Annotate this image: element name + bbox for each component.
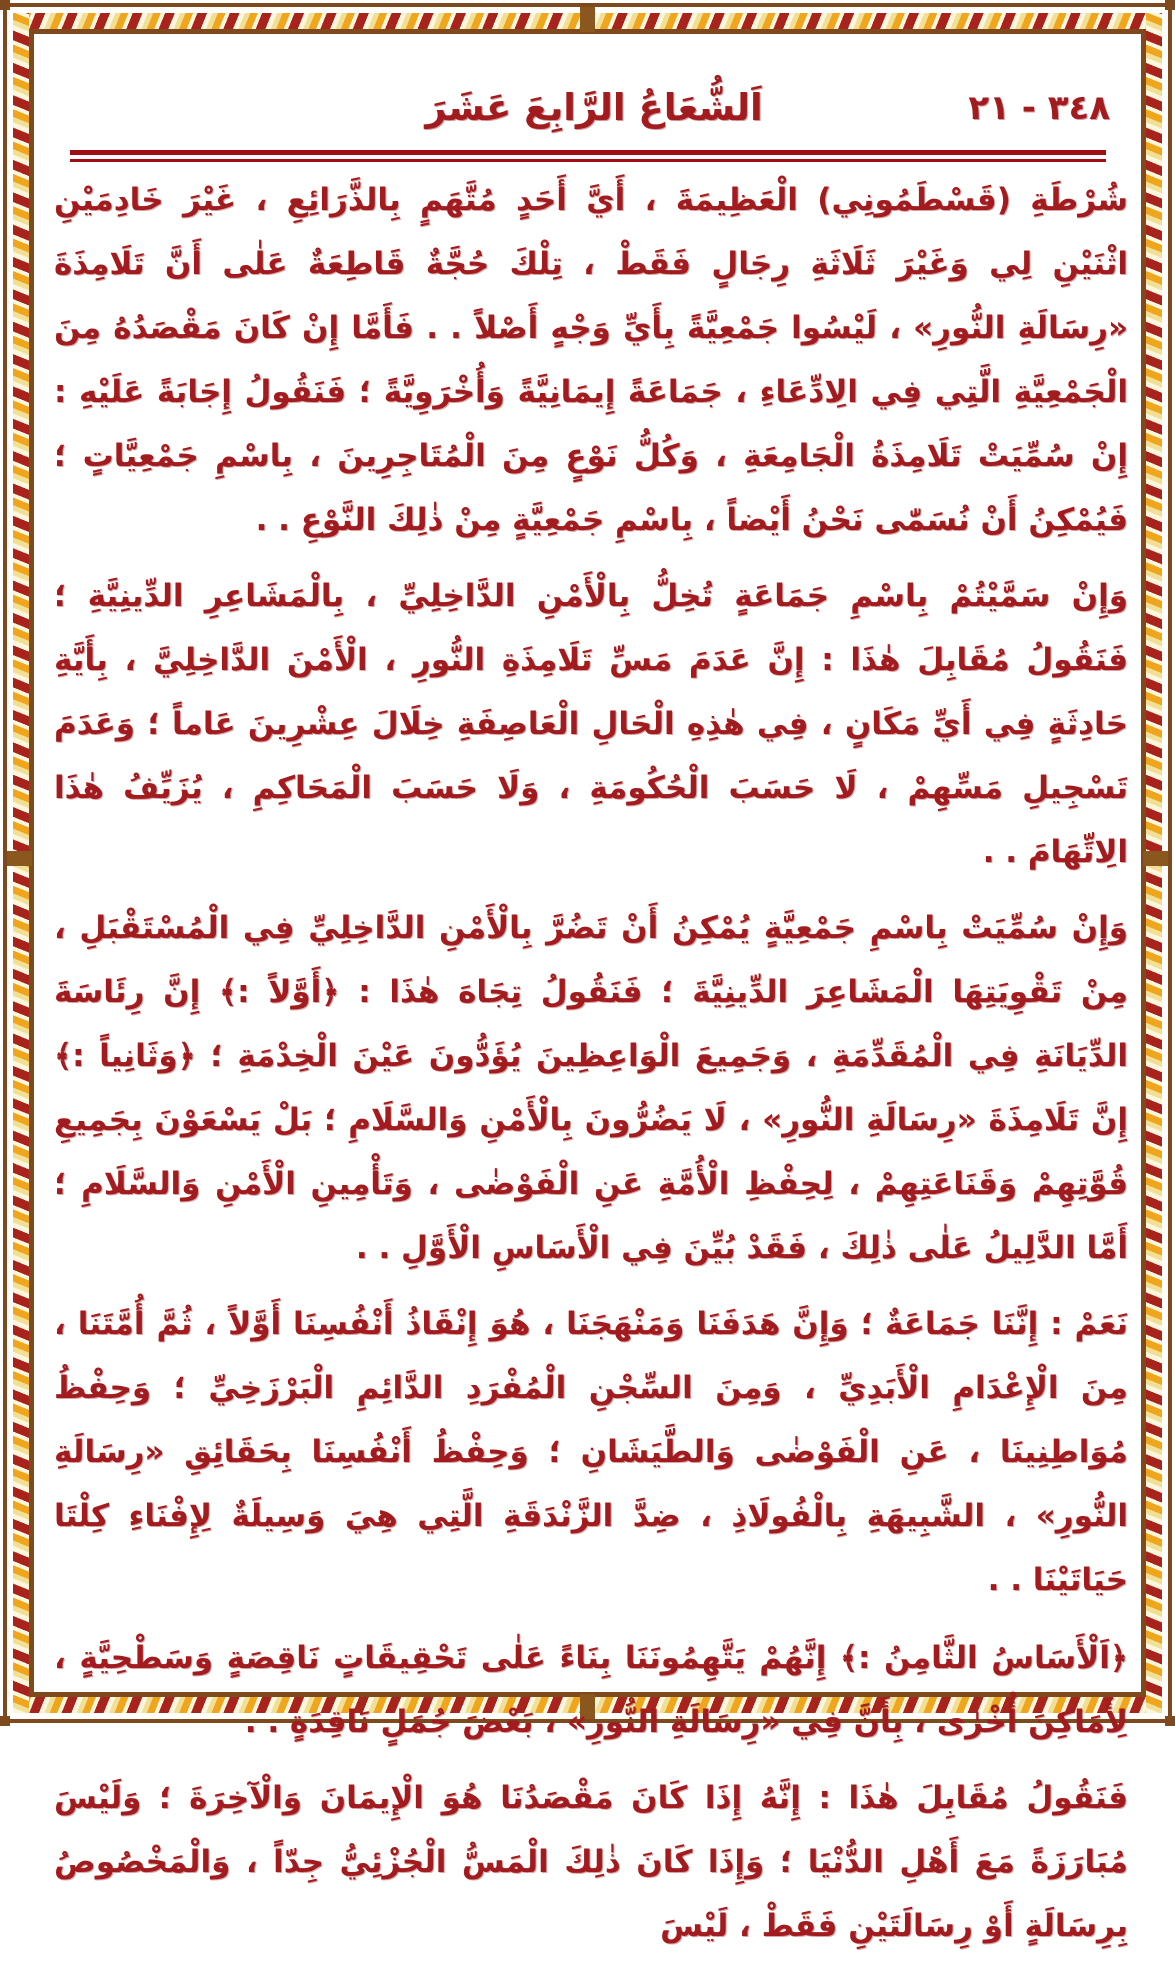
- paragraph-4: نَعَمْ : إِنَّنَا جَمَاعَةٌ ؛ وَإِنَّ هَدَفَنَا وَمَنْهَجَنَا ، هُوَ إِنْقَاذُ أَنْفُسِنَا أَوَّلاً ، ثُمَّ أُمَّتَنَا ، مِنَ الْإِعْدَامِ الْأَبَدِيِّ ، وَمِنَ السِّجْنِ الْمُفْرَدِ الدَّائِمِ الْبَرْزَخِيِّ ؛ وَحِفْظُ مُوَاطِنِينَا ، عَنِ الْفَوْضٰى وَالطَّيَشَانِ ؛ وَحِفْظُ أَنْفُسِنَا بِحَقَائِقِ «رِسَالَةِ النُّورِ» ، الشَّبِيهَةِ بِالْفُولَاذِ ، ضِدَّ الزَّنْدَقَةِ الَّتِي هِيَ وَسِيلَةٌ لِإِفْنَاءِ كِلْتَا حَيَاتَيْنَا . .: [54, 1306, 1128, 1598]
- header-divider-thin-line: [70, 159, 1106, 162]
- corner-ornament-bottom-right: [1165, 1716, 1175, 1726]
- border-midpoint-ornament-top: [580, 7, 595, 32]
- header-divider: [70, 150, 1106, 162]
- paragraph-6: فَنَقُولُ مُقَابِلَ هٰذَا : إِنَّهُ إِذَا كَانَ مَقْصَدُنَا هُوَ الْإِيمَانَ وَالْآخِرَةَ ؛ وَلَيْسَ مُبَارَزَةً مَعَ أَهْلِ الدُّنْيَا ؛ وَإِذَا كَانَ ذٰلِكَ الْمَسُّ الْجُزْئِيُّ جِدّاً ، وَالْمَخْصُوصُ بِرِسَالَةٍ أَوْ رِسَالَتَيْنِ فَقَطْ ، لَيْسَ: [54, 1780, 1128, 1944]
- border-midpoint-ornament-right: [1143, 851, 1168, 866]
- paragraph-1: شُرْطَةِ (قَسْطَمُونِي) الْعَظِيمَةَ ، أَيَّ أَحَدٍ مُتَّهَمٍ بِالذَّرَائِعِ ، غَيْرَ خَادِمَيْنِ اثْنَيْنِ لِي وَغَيْرَ ثَلَاثَةِ رِجَالٍ فَقَطْ ، تِلْكَ حُجَّةٌ قَاطِعَةٌ عَلٰى أَنَّ تَلَامِذَةَ «رِسَالَةِ النُّورِ» ، لَيْسُوا جَمْعِيَّةً بِأَيِّ وَجْهٍ أَصْلاً . . فَأَمَّا إِنْ كَانَ مَقْصَدُهُ مِنَ الْجَمْعِيَّةِ الَّتِي فِي الِادِّعَاءِ ، جَمَاعَةً إِيمَانِيَّةً وَأُخْرَوِيَّةً ؛ فَنَقُولُ إِجَابَةً عَلَيْهِ : إِنْ سُمِّيَتْ تَلَامِذَةُ الْجَامِعَةِ ، وَكُلُّ نَوْعٍ مِنَ الْمُتَاجِرِينَ ، بِاسْمِ جَمْعِيَّاتٍ ؛ فَيُمْكِنُ أَنْ نُسَمّٰى نَحْنُ أَيْضاً ، بِاسْمِ جَمْعِيَّةٍ مِنْ ذٰلِكَ النَّوْعِ . .: [54, 182, 1128, 538]
- border-midpoint-ornament-left: [7, 851, 32, 866]
- paragraph-3: وَإِنْ سُمِّيَتْ بِاسْمِ جَمْعِيَّةٍ يُمْكِنُ أَنْ تَضُرَّ بِالْأَمْنِ الدَّاخِلِيِّ فِي الْمُسْتَقْبَلِ ، مِنْ تَقْوِيَتِهَا الْمَشَاعِرَ الدِّينِيَّةَ ؛ فَنَقُولُ تِجَاهَ هٰذَا : ﴿أَوَّلاً :﴾ إِنَّ رِئَاسَةَ الدِّيَانَةِ فِي الْمُقَدِّمَةِ ، وَجَمِيعَ الْوَاعِظِينَ يُؤَدُّونَ عَيْنَ الْخِدْمَةِ ؛ ﴿وَثَانِياً :﴾ إِنَّ تَلَامِذَةَ «رِسَالَةِ النُّورِ» ، لَا يَضُرُّونَ بِالْأَمْنِ وَالسَّلَامِ ؛ بَلْ يَسْعَوْنَ بِجَمِيعِ قُوَّتِهِمْ وَقَنَاعَتِهِمْ ، لِحِفْظِ الْأُمَّةِ عَنِ الْفَوْضٰى ، وَتَأْمِينِ الْأَمْنِ وَالسَّلَامِ ؛ أَمَّا الدَّلِيلُ عَلٰى ذٰلِكَ ، فَقَدْ بُيِّنَ فِي الْأَسَاسِ الْأَوَّلِ . .: [54, 910, 1128, 1266]
- paragraph-5-eighth-foundation: ﴿اَلْأَسَاسُ الثَّامِنُ :﴾ إِنَّهُمْ يَتَّهِمُونَنَا بِنَاءً عَلٰى تَحْقِيقَاتٍ نَاقِصَةٍ وَسَطْحِيَّةٍ ، لِأَمَاكِنَ أُخْرٰى ، بِأَنَّ فِي «رِسَالَةِ النُّورِ» ، بَعْضَ جُمَلٍ نَاقِدَةٍ . .: [54, 1640, 1128, 1740]
- corner-ornament-bottom-left: [0, 1716, 10, 1726]
- header-divider-thick-line: [70, 150, 1106, 155]
- page-title: اَلشُّعَاعُ الرَّابِعَ عَشَرَ: [425, 86, 763, 129]
- page-number: ٣٤٨ - ٢١: [968, 88, 1110, 128]
- body-text: [54, 168, 1128, 1970]
- page-header: [60, 86, 1128, 148]
- corner-ornament-top-right: [1165, 0, 1175, 10]
- paragraph-2: وَإِنْ سَمَّيْتُمْ بِاسْمِ جَمَاعَةٍ تُخِلُّ بِالْأَمْنِ الدَّاخِلِيِّ ، بِالْمَشَاعِرِ الدِّينِيَّةِ ؛ فَنَقُولُ مُقَابِلَ هٰذَا : إِنَّ عَدَمَ مَسِّ تَلَامِذَةِ النُّورِ ، الْأَمْنَ الدَّاخِلِيَّ ، بِأَيَّةِ حَادِثَةٍ فِي أَيِّ مَكَانٍ ، فِي هٰذِهِ الْحَالِ الْعَاصِفَةِ خِلَالَ عِشْرِينَ عَاماً ؛ وَعَدَمَ تَسْجِيلِ مَسِّهِمْ ، لَا حَسَبَ الْحُكُومَةِ ، وَلَا حَسَبَ الْمَحَاكِمِ ، يُزَيِّفُ هٰذَا الِاتِّهَامَ . .: [54, 578, 1128, 870]
- corner-ornament-top-left: [0, 0, 10, 10]
